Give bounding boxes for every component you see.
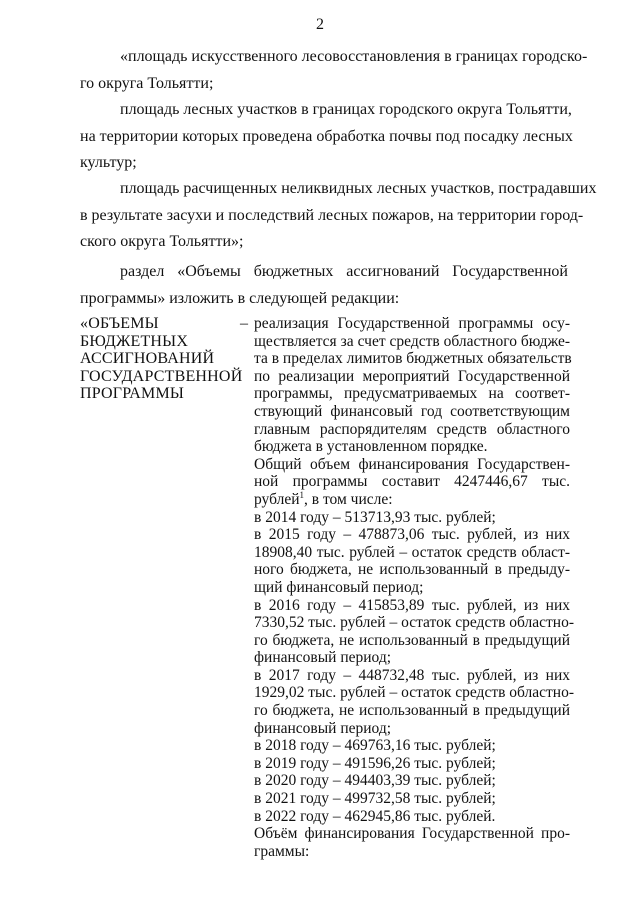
content-line: та в пределах лимитов бюджетных обязательств <box>254 350 572 368</box>
content-line: 18908,40 тыс. рублей – остаток средств област- <box>254 543 570 561</box>
content-line: ствующий финансовый год соответствующим <box>254 402 570 420</box>
paragraph-2 <box>80 97 573 177</box>
content-line: ного бюджета, не использованный в предыду- <box>254 561 570 579</box>
text-line: площадь лесных участков в границах городского округа Тольятти, <box>120 101 572 118</box>
heading-line: БЮДЖЕТНЫХ <box>80 332 189 350</box>
footnote-mark: 1 <box>299 489 305 500</box>
separator-dash: – <box>240 315 248 332</box>
text-line: площадь расчищенных неликвидных лесных участков, пострадавших <box>120 180 597 197</box>
text-line: раздел «Объемы бюджетных ассигнований Государственной <box>120 263 568 280</box>
text-line: на территории которых проведена обработка почвы под посадку лесных <box>80 127 573 145</box>
paragraph-3 <box>80 176 597 256</box>
heading-line: ПРОГРАММЫ <box>80 385 185 402</box>
content-line: реализация Государственной программы осу- <box>254 315 570 332</box>
content-line: ной программы составит 4247446,67 тыс. <box>254 473 570 491</box>
content-line: в 2019 году – 491596,26 тыс. рублей; <box>254 754 496 772</box>
content-line: граммы: <box>254 842 310 860</box>
content-text: , в том числе: <box>304 490 393 508</box>
text-line: «площадь искусственного лесовосстановления в границах городско- <box>120 48 588 65</box>
content-line: го бюджета, не использованный в предыдущий <box>254 631 570 649</box>
content-line: ществляется за счет средств областного бюдже- <box>254 332 570 350</box>
content-line: бюджета в установленном порядке. <box>254 438 488 456</box>
content-line: щий финансовый период; <box>254 578 424 596</box>
content-line: Объём финансирования Государственной про- <box>254 825 570 843</box>
text-line: культур; <box>80 154 137 171</box>
content-line: в 2015 году – 478873,06 тыс. рублей, из них <box>254 526 570 544</box>
text-line: го округа Тольятти; <box>80 74 214 92</box>
heading-line: «ОБЪЕМЫ <box>80 315 159 332</box>
content-line: финансовый период; <box>254 719 392 737</box>
content-line: в 2017 году – 448732,48 тыс. рублей, из них <box>254 666 570 684</box>
text-line: в результате засухи и последствий лесных пожаров, на территории город- <box>80 206 584 224</box>
content-line: в 2020 году – 494403,39 тыс. рублей; <box>254 772 496 790</box>
content-line: в 2018 году – 469763,16 тыс. рублей; <box>254 737 496 755</box>
section-content-cell <box>254 315 575 860</box>
content-line: Общий объем финансирования Государствен- <box>254 455 570 473</box>
content-line: в 2021 году – 499732,58 тыс. рублей; <box>254 790 496 808</box>
text-line: ского округа Тольятти»; <box>80 233 244 250</box>
text-line: программы» изложить в следующей редакции: <box>80 289 400 307</box>
content-line: финансовый период; <box>254 649 392 667</box>
content-text: рублей <box>254 490 300 508</box>
content-line: 1929,02 тыс. рублей – остаток средств областно- <box>254 684 575 702</box>
heading-line: ГОСУДАРСТВЕННОЙ <box>80 367 243 385</box>
content-line: в 2022 году – 462945,86 тыс. рублей. <box>254 807 496 825</box>
content-line: в 2016 году – 415853,89 тыс. рублей, из них <box>254 596 570 614</box>
paragraph-4 <box>80 259 568 312</box>
heading-line: АССИГНОВАНИЙ <box>80 350 215 367</box>
section-heading-cell <box>80 315 250 403</box>
content-line: по реализации мероприятий Государственной <box>254 367 570 385</box>
content-line: программы, предусматриваемых на соответ- <box>254 385 570 403</box>
content-line: главным распорядителям средств областного <box>254 420 570 438</box>
page-number: 2 <box>316 16 324 33</box>
content-line: го бюджета, не использованный в предыдущий <box>254 702 570 720</box>
paragraph-1 <box>80 44 588 97</box>
content-line <box>254 491 570 509</box>
content-line: 7330,52 тыс. рублей – остаток средств областно- <box>254 614 575 632</box>
content-line: в 2014 году – 513713,93 тыс. рублей; <box>254 508 496 526</box>
